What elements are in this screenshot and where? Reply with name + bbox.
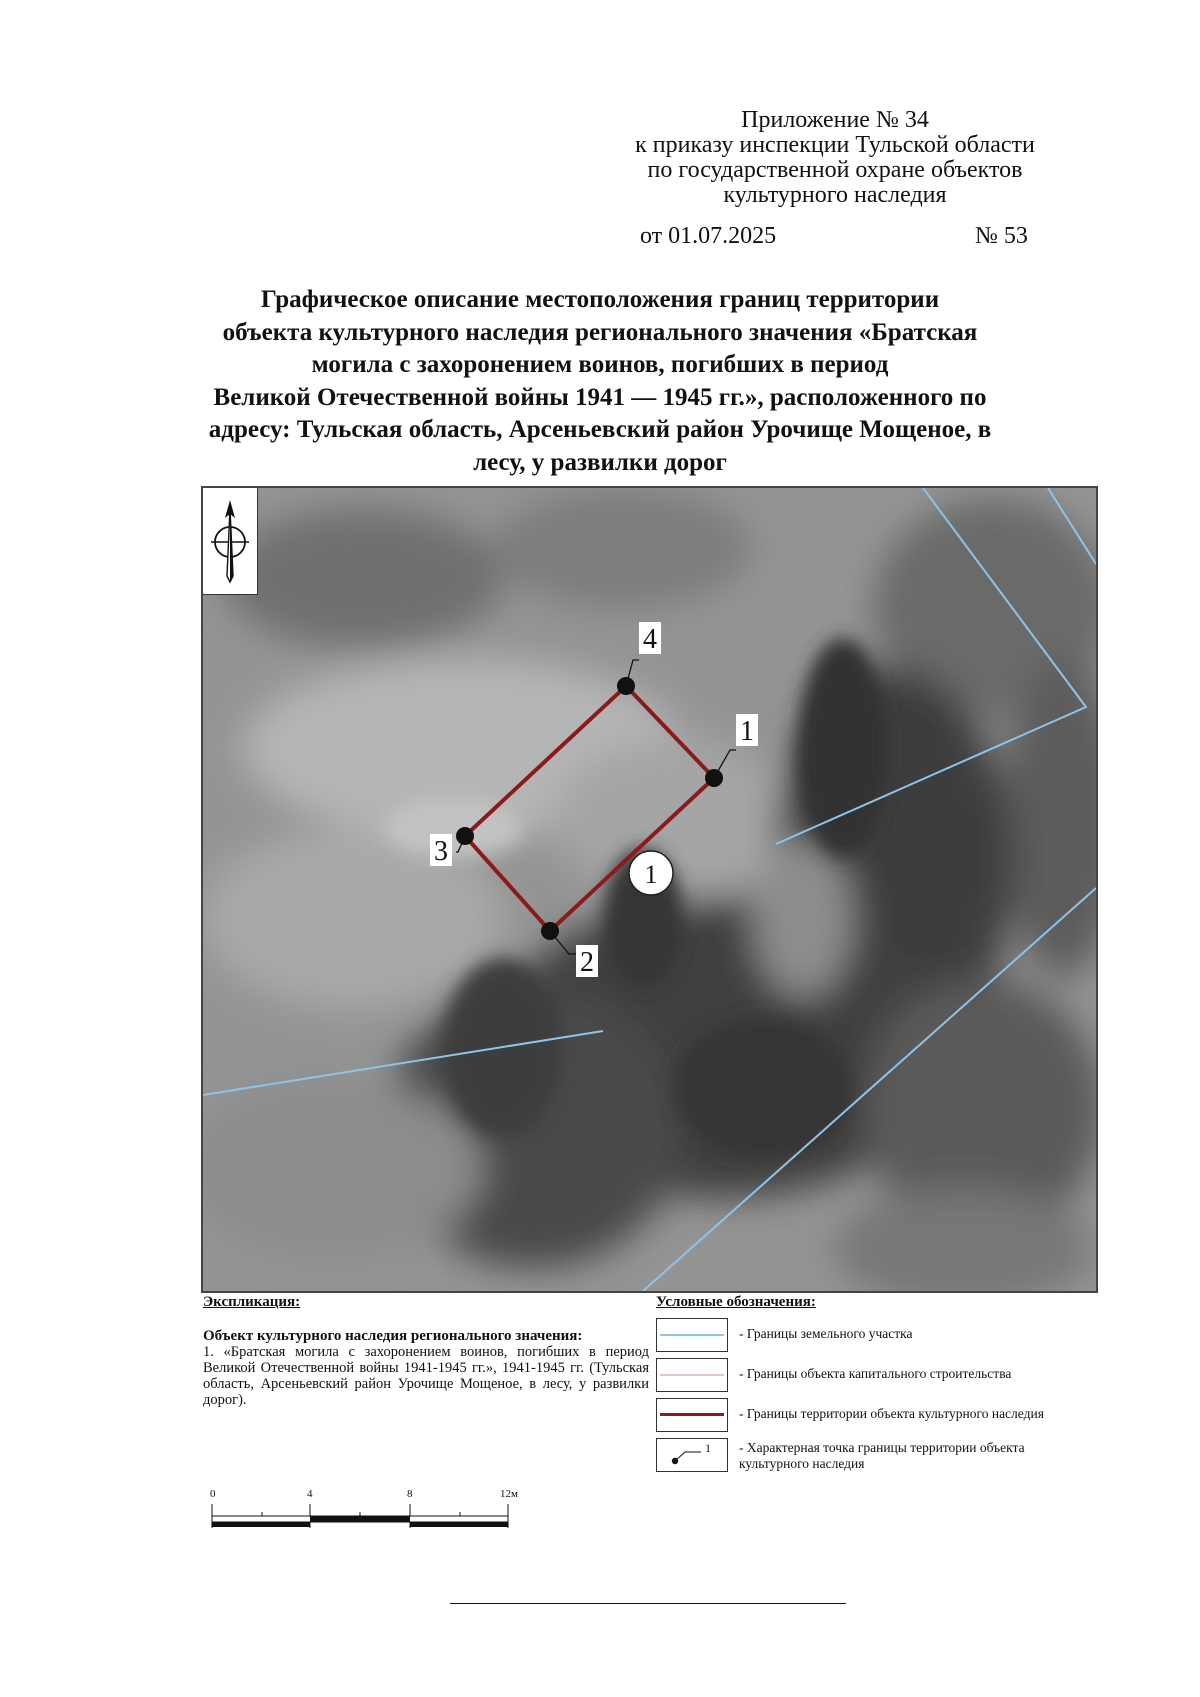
point-label: 1 (740, 716, 754, 747)
explication-subheading: Объект культурного наследия регионального значения: (203, 1328, 583, 1344)
legend-swatch (656, 1358, 728, 1392)
legend-text (739, 1440, 1025, 1472)
scale-label: 0 (210, 1488, 216, 1500)
compass-icon (203, 488, 257, 594)
scale-label: 4 (307, 1488, 313, 1500)
point-symbol-label: 1 (705, 1441, 711, 1455)
title-line: могила с захоронением воинов, погибших в период (311, 351, 889, 378)
boundary-point-marker[interactable] (456, 827, 474, 845)
legend-heading: Условные обозначения: (656, 1294, 816, 1310)
appendix-line-3: по государственной охране объектов (647, 157, 1023, 183)
legend-text-line: - Характерная точка границы территории объекта (739, 1440, 1025, 1455)
map-canvas (203, 488, 1096, 1291)
explication (203, 1294, 649, 1408)
scale-label: 8 (407, 1488, 413, 1500)
boundary-point-marker[interactable] (705, 769, 723, 787)
document-title (150, 284, 1050, 479)
map-legend (656, 1294, 1106, 1471)
map-view[interactable] (201, 486, 1098, 1293)
boundary-point-marker[interactable] (617, 677, 635, 695)
scale-label: 12м (500, 1488, 518, 1500)
north-arrow (203, 488, 258, 595)
point-label: 4 (643, 624, 657, 655)
legend-swatch (656, 1398, 728, 1432)
title-line: Великой Отечественной войны 1941 — 1945 гг.», расположенного по (213, 383, 987, 411)
title-line: Графическое описание местоположения границ территории (260, 286, 940, 313)
legend-swatch (656, 1438, 728, 1472)
appendix-header (560, 108, 1110, 208)
appendix-line-4: культурного наследия (723, 182, 947, 208)
explication-heading: Экспликация: (203, 1294, 301, 1310)
legend-swatch (656, 1318, 728, 1352)
legend-text-line: культурного наследия (739, 1456, 865, 1471)
point-label: 2 (580, 947, 594, 978)
object-label: 1 (644, 860, 658, 889)
legend-text: - Границы территории объекта культурного наследия (739, 1406, 1044, 1421)
point-symbol-icon (657, 1439, 727, 1471)
boundary-point-marker[interactable] (541, 922, 559, 940)
title-line: лесу, у развилки дорог (473, 448, 727, 476)
title-line: объекта культурного наследия регионального значения «Братская (222, 318, 978, 346)
legend-text: - Границы объекта капитального строительства (739, 1366, 1012, 1381)
explication-description: 1. «Братская могила с захоронением воинов, погибших в период Великой Отечественной войны 1941-1945 гг.», 1941-1945 гг. (Тульская область, Арсеньевский район Урочище Мощеное, в лесу, у развилки дорог). (203, 1344, 649, 1408)
scale-graphic (210, 1502, 530, 1542)
footer-rule (450, 1603, 846, 1604)
appendix-number: Приложение № 34 (741, 107, 929, 133)
title-line: адресу: Тульская область, Арсеньевский район Урочище Мощеное, в (208, 416, 992, 443)
appendix-line-2: к приказу инспекции Тульской области (635, 132, 1035, 158)
point-label: 3 (434, 836, 448, 867)
legend-text: - Границы земельного участка (739, 1326, 913, 1341)
order-date: от 01.07.2025 (640, 223, 777, 249)
scale-bar (210, 1488, 530, 1548)
order-number: № 53 (975, 223, 1028, 249)
